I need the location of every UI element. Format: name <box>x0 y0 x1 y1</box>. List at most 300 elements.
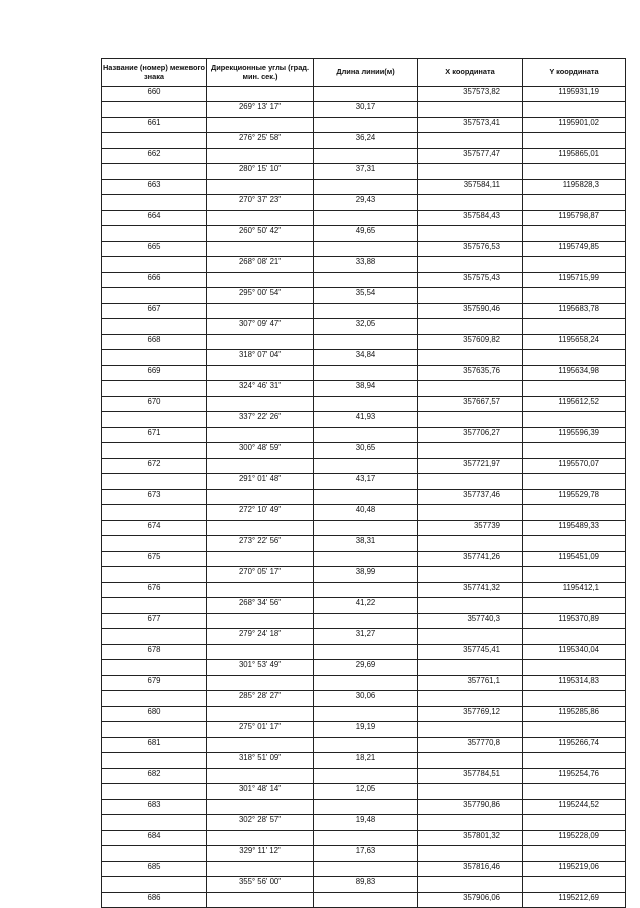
empty-cell <box>314 800 418 815</box>
table-row-point <box>102 769 626 784</box>
empty-cell <box>207 397 314 412</box>
empty-cell <box>207 459 314 474</box>
table-row-point <box>102 397 626 412</box>
point-name-cell: 669 <box>102 366 207 381</box>
direction-angle-cell: 318° 51' 09" <box>207 753 314 769</box>
x-coordinate-cell: 357576,53 <box>418 242 523 257</box>
point-name-cell: 686 <box>102 893 207 908</box>
empty-cell <box>102 226 207 242</box>
y-coordinate-cell: 1195612,52 <box>523 397 626 412</box>
table-row-point <box>102 583 626 598</box>
y-coordinate-cell: 1195340,04 <box>523 645 626 660</box>
x-coordinate-cell: 357590,46 <box>418 304 523 319</box>
y-coordinate-cell: 1195228,09 <box>523 831 626 846</box>
empty-cell <box>418 784 523 800</box>
x-coordinate-cell: 357741,26 <box>418 552 523 567</box>
table-row-point <box>102 490 626 505</box>
empty-cell <box>523 319 626 335</box>
empty-cell <box>102 195 207 211</box>
point-name-cell: 684 <box>102 831 207 846</box>
empty-cell <box>418 753 523 769</box>
empty-cell <box>102 877 207 893</box>
empty-cell <box>418 815 523 831</box>
empty-cell <box>102 536 207 552</box>
empty-cell <box>418 412 523 428</box>
x-coordinate-cell: 357761,1 <box>418 676 523 691</box>
y-coordinate-cell: 1195489,33 <box>523 521 626 536</box>
empty-cell <box>418 877 523 893</box>
empty-cell <box>314 676 418 691</box>
empty-cell <box>523 722 626 738</box>
point-name-cell: 685 <box>102 862 207 877</box>
direction-angle-cell: 301° 53' 49" <box>207 660 314 676</box>
y-coordinate-cell: 1195596,39 <box>523 428 626 443</box>
table-row-point <box>102 180 626 195</box>
y-coordinate-cell: 1195901,02 <box>523 118 626 133</box>
empty-cell <box>523 784 626 800</box>
direction-angle-cell: 355° 56' 00" <box>207 877 314 893</box>
x-coordinate-cell: 357741,32 <box>418 583 523 598</box>
line-length-cell: 18,21 <box>314 753 418 769</box>
empty-cell <box>418 381 523 397</box>
empty-cell <box>102 784 207 800</box>
empty-cell <box>207 614 314 629</box>
table-row-segment <box>102 784 626 800</box>
empty-cell <box>314 583 418 598</box>
table-row-point <box>102 304 626 319</box>
point-name-cell: 677 <box>102 614 207 629</box>
table-row-segment <box>102 815 626 831</box>
table-row-point <box>102 273 626 288</box>
line-length-cell: 29,69 <box>314 660 418 676</box>
empty-cell <box>418 257 523 273</box>
empty-cell <box>523 691 626 707</box>
empty-cell <box>314 118 418 133</box>
table-row-segment <box>102 288 626 304</box>
empty-cell <box>523 288 626 304</box>
y-coordinate-cell: 1195749,85 <box>523 242 626 257</box>
line-length-cell: 29,43 <box>314 195 418 211</box>
line-length-cell: 12,05 <box>314 784 418 800</box>
empty-cell <box>418 722 523 738</box>
empty-cell <box>207 118 314 133</box>
table-row-point <box>102 676 626 691</box>
table-row-segment <box>102 660 626 676</box>
empty-cell <box>523 474 626 490</box>
y-coordinate-cell: 1195715,99 <box>523 273 626 288</box>
point-name-cell: 663 <box>102 180 207 195</box>
table-row-segment <box>102 598 626 614</box>
line-length-cell: 89,83 <box>314 877 418 893</box>
table-row-segment <box>102 257 626 273</box>
point-name-cell: 664 <box>102 211 207 226</box>
direction-angle-cell: 324° 46' 31" <box>207 381 314 397</box>
line-length-cell: 41,22 <box>314 598 418 614</box>
empty-cell <box>207 335 314 350</box>
line-length-cell: 34,84 <box>314 350 418 366</box>
point-name-cell: 680 <box>102 707 207 722</box>
empty-cell <box>523 877 626 893</box>
empty-cell <box>314 335 418 350</box>
table-row-point <box>102 521 626 536</box>
table-row-segment <box>102 164 626 180</box>
line-length-cell: 19,19 <box>314 722 418 738</box>
x-coordinate-cell: 357816,46 <box>418 862 523 877</box>
x-coordinate-cell: 357739 <box>418 521 523 536</box>
table-row-point <box>102 366 626 381</box>
y-coordinate-cell: 1195370,89 <box>523 614 626 629</box>
direction-angle-cell: 268° 34' 56" <box>207 598 314 614</box>
table-body <box>102 87 626 908</box>
x-coordinate-cell: 357575,43 <box>418 273 523 288</box>
empty-cell <box>314 242 418 257</box>
empty-cell <box>207 242 314 257</box>
empty-cell <box>523 412 626 428</box>
table-row-point <box>102 645 626 660</box>
y-coordinate-cell: 1195266,74 <box>523 738 626 753</box>
empty-cell <box>102 164 207 180</box>
point-name-cell: 679 <box>102 676 207 691</box>
empty-cell <box>102 629 207 645</box>
empty-cell <box>207 831 314 846</box>
empty-cell <box>102 319 207 335</box>
empty-cell <box>102 257 207 273</box>
point-name-cell: 668 <box>102 335 207 350</box>
y-coordinate-cell: 1195798,87 <box>523 211 626 226</box>
point-name-cell: 682 <box>102 769 207 784</box>
table-row-point <box>102 738 626 753</box>
empty-cell <box>207 211 314 226</box>
y-coordinate-cell: 1195683,78 <box>523 304 626 319</box>
empty-cell <box>102 474 207 490</box>
empty-cell <box>314 180 418 195</box>
empty-cell <box>207 149 314 164</box>
line-length-cell: 30,17 <box>314 102 418 118</box>
table-row-segment <box>102 195 626 211</box>
x-coordinate-cell: 357906,06 <box>418 893 523 908</box>
empty-cell <box>418 443 523 459</box>
empty-cell <box>207 87 314 102</box>
point-name-cell: 670 <box>102 397 207 412</box>
direction-angle-cell: 280° 15' 10" <box>207 164 314 180</box>
table-row-segment <box>102 133 626 149</box>
y-coordinate-cell: 1195314,83 <box>523 676 626 691</box>
table-row-segment <box>102 536 626 552</box>
x-coordinate-cell: 357770,8 <box>418 738 523 753</box>
empty-cell <box>314 893 418 908</box>
boundary-coordinates-table <box>101 58 626 908</box>
empty-cell <box>102 505 207 521</box>
point-name-cell: 666 <box>102 273 207 288</box>
x-coordinate-cell: 357706,27 <box>418 428 523 443</box>
empty-cell <box>418 505 523 521</box>
x-coordinate-cell: 357740,3 <box>418 614 523 629</box>
y-coordinate-cell: 1195244,52 <box>523 800 626 815</box>
empty-cell <box>314 521 418 536</box>
direction-angle-cell: 329° 11' 12" <box>207 846 314 862</box>
empty-cell <box>523 846 626 862</box>
direction-angle-cell: 260° 50' 42" <box>207 226 314 242</box>
x-coordinate-cell: 357635,76 <box>418 366 523 381</box>
line-length-cell: 37,31 <box>314 164 418 180</box>
empty-cell <box>418 846 523 862</box>
y-coordinate-cell: 1195931,19 <box>523 87 626 102</box>
empty-cell <box>314 645 418 660</box>
table-row-point <box>102 242 626 257</box>
header-direction: Дирекционные углы (град. мин. сек.) <box>207 59 314 87</box>
empty-cell <box>523 598 626 614</box>
empty-cell <box>102 443 207 459</box>
empty-cell <box>207 273 314 288</box>
empty-cell <box>314 552 418 567</box>
empty-cell <box>523 257 626 273</box>
x-coordinate-cell: 357801,32 <box>418 831 523 846</box>
y-coordinate-cell: 1195451,09 <box>523 552 626 567</box>
direction-angle-cell: 273° 22' 56" <box>207 536 314 552</box>
empty-cell <box>314 490 418 505</box>
header-x: X координата <box>418 59 523 87</box>
y-coordinate-cell: 1195254,76 <box>523 769 626 784</box>
line-length-cell: 17,63 <box>314 846 418 862</box>
empty-cell <box>523 567 626 583</box>
line-length-cell: 38,94 <box>314 381 418 397</box>
empty-cell <box>523 226 626 242</box>
line-length-cell: 38,99 <box>314 567 418 583</box>
y-coordinate-cell: 1195865,01 <box>523 149 626 164</box>
empty-cell <box>523 443 626 459</box>
y-coordinate-cell: 1195658,24 <box>523 335 626 350</box>
empty-cell <box>102 381 207 397</box>
table-row-segment <box>102 226 626 242</box>
direction-angle-cell: 307° 09' 47" <box>207 319 314 335</box>
y-coordinate-cell: 1195828,3 <box>523 180 626 195</box>
empty-cell <box>207 304 314 319</box>
direction-angle-cell: 337° 22' 26" <box>207 412 314 428</box>
table-row-segment <box>102 629 626 645</box>
empty-cell <box>314 862 418 877</box>
empty-cell <box>523 133 626 149</box>
empty-cell <box>207 180 314 195</box>
direction-angle-cell: 301° 48' 14" <box>207 784 314 800</box>
table-row-segment <box>102 319 626 335</box>
direction-angle-cell: 318° 07' 04" <box>207 350 314 366</box>
survey-document <box>101 58 625 908</box>
table-row-segment <box>102 505 626 521</box>
empty-cell <box>523 350 626 366</box>
table-row-segment <box>102 443 626 459</box>
empty-cell <box>207 862 314 877</box>
table-row-segment <box>102 474 626 490</box>
line-length-cell: 30,06 <box>314 691 418 707</box>
point-name-cell: 675 <box>102 552 207 567</box>
point-name-cell: 671 <box>102 428 207 443</box>
line-length-cell: 43,17 <box>314 474 418 490</box>
table-row-segment <box>102 350 626 366</box>
empty-cell <box>418 660 523 676</box>
direction-angle-cell: 302° 28' 57" <box>207 815 314 831</box>
table-row-point <box>102 893 626 908</box>
direction-angle-cell: 300° 48' 59" <box>207 443 314 459</box>
y-coordinate-cell: 1195412,1 <box>523 583 626 598</box>
x-coordinate-cell: 357769,12 <box>418 707 523 722</box>
line-length-cell: 33,88 <box>314 257 418 273</box>
point-name-cell: 660 <box>102 87 207 102</box>
line-length-cell: 19,48 <box>314 815 418 831</box>
direction-angle-cell: 291° 01' 48" <box>207 474 314 490</box>
empty-cell <box>207 521 314 536</box>
empty-cell <box>418 567 523 583</box>
empty-cell <box>102 846 207 862</box>
table-row-point <box>102 118 626 133</box>
empty-cell <box>207 676 314 691</box>
x-coordinate-cell: 357584,11 <box>418 180 523 195</box>
direction-angle-cell: 285° 28' 27" <box>207 691 314 707</box>
direction-angle-cell: 276° 25' 58" <box>207 133 314 149</box>
empty-cell <box>314 614 418 629</box>
point-name-cell: 674 <box>102 521 207 536</box>
line-length-cell: 41,93 <box>314 412 418 428</box>
table-row-segment <box>102 102 626 118</box>
empty-cell <box>207 428 314 443</box>
empty-cell <box>102 350 207 366</box>
empty-cell <box>102 102 207 118</box>
line-length-cell: 35,54 <box>314 288 418 304</box>
header-name: Название (номер) межевого знака <box>102 59 207 87</box>
empty-cell <box>102 567 207 583</box>
table-row-point <box>102 614 626 629</box>
table-row-segment <box>102 567 626 583</box>
empty-cell <box>102 753 207 769</box>
empty-cell <box>314 707 418 722</box>
table-row-point <box>102 87 626 102</box>
table-row-segment <box>102 846 626 862</box>
table-row-point <box>102 552 626 567</box>
empty-cell <box>418 102 523 118</box>
empty-cell <box>418 536 523 552</box>
table-row-segment <box>102 691 626 707</box>
empty-cell <box>314 459 418 474</box>
direction-angle-cell: 275° 01' 17" <box>207 722 314 738</box>
point-name-cell: 667 <box>102 304 207 319</box>
table-row-point <box>102 428 626 443</box>
table-row-point <box>102 707 626 722</box>
x-coordinate-cell: 357584,43 <box>418 211 523 226</box>
direction-angle-cell: 272° 10' 49" <box>207 505 314 521</box>
empty-cell <box>314 87 418 102</box>
empty-cell <box>523 102 626 118</box>
empty-cell <box>102 288 207 304</box>
direction-angle-cell: 269° 13' 17" <box>207 102 314 118</box>
empty-cell <box>418 691 523 707</box>
empty-cell <box>314 397 418 412</box>
empty-cell <box>314 738 418 753</box>
x-coordinate-cell: 357790,86 <box>418 800 523 815</box>
empty-cell <box>418 598 523 614</box>
empty-cell <box>314 211 418 226</box>
empty-cell <box>418 474 523 490</box>
empty-cell <box>314 366 418 381</box>
table-row-point <box>102 800 626 815</box>
direction-angle-cell: 270° 05' 17" <box>207 567 314 583</box>
empty-cell <box>102 598 207 614</box>
empty-cell <box>418 133 523 149</box>
x-coordinate-cell: 357721,97 <box>418 459 523 474</box>
empty-cell <box>418 226 523 242</box>
x-coordinate-cell: 357737,46 <box>418 490 523 505</box>
empty-cell <box>418 288 523 304</box>
empty-cell <box>418 350 523 366</box>
line-length-cell: 36,24 <box>314 133 418 149</box>
table-row-segment <box>102 722 626 738</box>
point-name-cell: 678 <box>102 645 207 660</box>
point-name-cell: 662 <box>102 149 207 164</box>
y-coordinate-cell: 1195529,78 <box>523 490 626 505</box>
point-name-cell: 672 <box>102 459 207 474</box>
line-length-cell: 38,31 <box>314 536 418 552</box>
empty-cell <box>207 490 314 505</box>
y-coordinate-cell: 1195219,06 <box>523 862 626 877</box>
empty-cell <box>523 164 626 180</box>
empty-cell <box>523 660 626 676</box>
y-coordinate-cell: 1195212,69 <box>523 893 626 908</box>
x-coordinate-cell: 357573,82 <box>418 87 523 102</box>
table-row-point <box>102 149 626 164</box>
x-coordinate-cell: 357577,47 <box>418 149 523 164</box>
line-length-cell: 49,65 <box>314 226 418 242</box>
table-row-point <box>102 862 626 877</box>
table-header-row <box>102 59 626 87</box>
header-y: Y координата <box>523 59 626 87</box>
empty-cell <box>418 195 523 211</box>
empty-cell <box>102 691 207 707</box>
table-row-segment <box>102 753 626 769</box>
empty-cell <box>102 133 207 149</box>
empty-cell <box>523 629 626 645</box>
table-row-segment <box>102 412 626 428</box>
table-row-segment <box>102 381 626 397</box>
empty-cell <box>418 164 523 180</box>
y-coordinate-cell: 1195570,07 <box>523 459 626 474</box>
empty-cell <box>523 195 626 211</box>
empty-cell <box>523 815 626 831</box>
x-coordinate-cell: 357609,82 <box>418 335 523 350</box>
empty-cell <box>523 381 626 397</box>
empty-cell <box>314 273 418 288</box>
point-name-cell: 673 <box>102 490 207 505</box>
empty-cell <box>314 149 418 164</box>
empty-cell <box>314 769 418 784</box>
empty-cell <box>207 738 314 753</box>
x-coordinate-cell: 357573,41 <box>418 118 523 133</box>
y-coordinate-cell: 1195634,98 <box>523 366 626 381</box>
empty-cell <box>207 366 314 381</box>
empty-cell <box>314 428 418 443</box>
x-coordinate-cell: 357784,51 <box>418 769 523 784</box>
empty-cell <box>207 707 314 722</box>
table-row-point <box>102 459 626 474</box>
empty-cell <box>523 536 626 552</box>
table-row-point <box>102 211 626 226</box>
point-name-cell: 676 <box>102 583 207 598</box>
x-coordinate-cell: 357745,41 <box>418 645 523 660</box>
direction-angle-cell: 279° 24' 18" <box>207 629 314 645</box>
table-row-point <box>102 335 626 350</box>
point-name-cell: 665 <box>102 242 207 257</box>
empty-cell <box>102 815 207 831</box>
empty-cell <box>102 722 207 738</box>
empty-cell <box>207 893 314 908</box>
table-row-point <box>102 831 626 846</box>
